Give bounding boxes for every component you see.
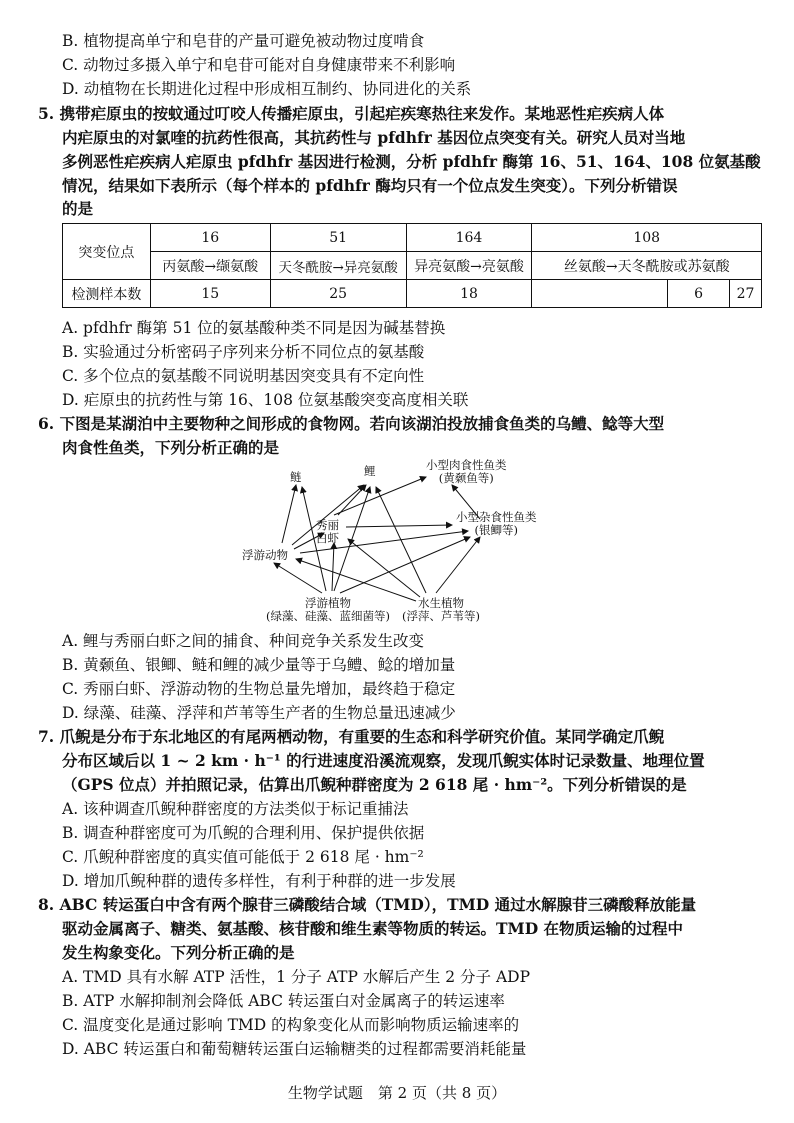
q6-option-d: D. 绿藻、硅藻、浮萍和芦苇等生产者的生物总量迅速减少: [62, 704, 456, 722]
table-cell-count-108-b: 6: [668, 280, 730, 308]
q7-stem-line-1: 7. 爪鲵是分布于东北地区的有尾两栖动物，有重要的生态和科学研究价值。某同学确定爪鲵: [38, 727, 665, 746]
q7-option-c: C. 爪鲵种群密度的真实值可能低于 2 618 尾 · hm⁻²: [62, 848, 424, 866]
arrow-phyto-to-zoo: [274, 563, 322, 593]
arrow-phyto-to-li: [334, 487, 370, 591]
q6-stem-line-2: 肉食性鱼类，下列分析正确的是: [62, 438, 280, 457]
arrow-aqua-to-zoo: [296, 559, 416, 601]
page-footer: 生物学试题 第 2 页（共 8 页）: [287, 1084, 507, 1102]
node-phytoplankton: [266, 597, 390, 623]
table-cell-change-16: 丙氨酸→缬氨酸: [150, 252, 270, 280]
q7-stem-line-3: （GPS 位点）并拍照记录，估算出爪鲵种群密度为 2 618 尾 · hm⁻²。下列分析错误的是: [62, 775, 687, 794]
q5-stem-line-1: 5. 携带疟原虫的按蚊通过叮咬人传播疟原虫，引起疟疾寒热往来发作。某地恶性疟疾病人体: [38, 104, 665, 123]
q5-option-b: B. 实验通过分析密码子序列来分析不同位点的氨基酸: [62, 343, 425, 361]
node-aquatic-plants-name: 水生植物: [417, 596, 464, 610]
node-lian: 鲢: [290, 470, 302, 484]
table-cell-site-164: 164: [406, 224, 532, 252]
node-small-omnivore-name: 小型杂食性鱼类: [456, 510, 537, 524]
table-cell-count-16: 15: [150, 280, 270, 308]
q5-option-c: C. 多个位点的氨基酸不同说明基因突变具有不定向性: [62, 367, 425, 385]
table-cell-count-164: 18: [406, 280, 532, 308]
q8-option-a: A. TMD 具有水解 ATP 活性，1 分子 ATP 水解后产生 2 分子 ADP: [62, 968, 531, 986]
q7-option-a: A. 该种调查爪鲵种群密度的方法类似于标记重捕法: [62, 800, 409, 818]
arrow-aqua-to-omni: [436, 537, 480, 593]
q6-option-a: A. 鲤与秀丽白虾之间的捕食、种间竞争关系发生改变: [62, 632, 425, 650]
arrow-aqua-to-li: [376, 487, 426, 593]
arrow-aqua-to-shrimp: [348, 539, 420, 597]
q8-stem-line-3: 发生构象变化。下列分析正确的是: [62, 943, 295, 962]
table-cell-site-16: 16: [150, 224, 270, 252]
q8-option-d: D. ABC 转运蛋白和葡萄糖转运蛋白运输糖类的过程都需要消耗能量: [62, 1040, 527, 1058]
q5-stem-line-5: 的是: [62, 199, 94, 218]
node-shrimp: [316, 519, 339, 545]
q5-option-a: A. pfdhfr 酶第 51 位的氨基酸种类不同是因为碱基替换: [62, 319, 446, 337]
node-li: 鲤: [364, 464, 376, 478]
node-aquatic-plants-examples: (浮萍、芦苇等): [402, 609, 480, 623]
q7-option-d: D. 增加爪鲵种群的遗传多样性，有利于种群的进一步发展: [62, 872, 456, 890]
node-phytoplankton-name: 浮游植物: [304, 596, 351, 610]
node-small-omnivore: [456, 511, 537, 537]
node-small-carnivore: [426, 459, 507, 485]
q8-stem-line-1: 8. ABC 转运蛋白中含有两个腺苷三磷酸结合域（TMD），TMD 通过水解腺苷三磷酸释放能量: [38, 895, 697, 914]
node-shrimp-line-2: 白虾: [316, 531, 339, 545]
q5-stem-line-4: 情况，结果如下表所示（每个样本的 pfdhfr 酶均只有一个位点发生突变）。下列分析错误: [62, 176, 678, 195]
q4-option-d: D. 动植物在长期进化过程中形成相互制约、协同进化的关系: [62, 80, 472, 98]
table-header-site: 突变位点: [63, 224, 151, 280]
q7-stem-line-2: 分布区域后以 1 ~ 2 km · h⁻¹ 的行进速度沿溪流观察，发现爪鲵实体时记录数量、地理位置: [62, 751, 705, 770]
node-small-carnivore-examples: (黄颡鱼等): [438, 471, 494, 485]
table-cell-change-51: 天冬酰胺→异亮氨酸: [270, 252, 406, 280]
node-aquatic-plants: [402, 597, 480, 623]
table-cell-site-51: 51: [270, 224, 406, 252]
table-cell-count-51: 25: [270, 280, 406, 308]
q6-option-b: B. 黄颡鱼、银鲫、鲢和鲤的减少量等于乌鳢、鲶的增加量: [62, 656, 456, 674]
q5-option-d: D. 疟原虫的抗药性与第 16、108 位氨基酸突变高度相关联: [62, 391, 469, 409]
arrow-shrimp-to-omni: [346, 525, 452, 527]
q8-option-b: B. ATP 水解抑制剂会降低 ABC 转运蛋白对金属离子的转运速率: [62, 992, 505, 1010]
q6-option-c: C. 秀丽白虾、浮游动物的生物总量先增加，最终趋于稳定: [62, 680, 456, 698]
node-small-carnivore-name: 小型肉食性鱼类: [426, 458, 507, 472]
table-header-count: 检测样本数: [63, 280, 151, 308]
table-row: [63, 280, 762, 308]
arrow-zoo-to-lian: [282, 485, 296, 543]
table-cell-change-164: 异亮氨酸→亮氨酸: [406, 252, 532, 280]
q6-stem-line-1: 6. 下图是某湖泊中主要物种之间形成的食物网。若向该湖泊投放捕食鱼类的乌鳢、鲶等大型: [38, 414, 665, 433]
q5-stem-line-2: 内疟原虫的对氯喹的抗药性很高，其抗药性与 pfdhfr 基因位点突变有关。研究人员对当地: [62, 128, 686, 147]
arrow-phyto-to-shrimp: [332, 543, 334, 591]
food-web-diagram: [230, 457, 560, 632]
q4-option-c: C. 动物过多摄入单宁和皂苷可能对自身健康带来不利影响: [62, 56, 456, 74]
q7-option-b: B. 调查种群密度可为爪鲵的合理利用、保护提供依据: [62, 824, 425, 842]
q8-stem-line-2: 驱动金属离子、糖类、氨基酸、核苷酸和维生素等物质的转运。TMD 在物质运输的过程中: [62, 919, 684, 938]
node-zooplankton: 浮游动物: [242, 548, 288, 562]
table-cell-change-108: 丝氨酸→天冬酰胺或苏氨酸: [532, 252, 762, 280]
table-cell-site-108: 108: [532, 224, 762, 252]
q8-option-c: C. 温度变化是通过影响 TMD 的构象变化从而影响物质运输速率的: [62, 1016, 520, 1034]
table-row: [63, 224, 762, 252]
table-row: [63, 252, 762, 280]
table-cell-count-108-a: [532, 280, 668, 308]
node-shrimp-line-1: 秀丽: [316, 518, 339, 532]
q5-stem-line-3: 多例恶性疟疾病人疟原虫 pfdhfr 基因进行检测，分析 pfdhfr 酶第 16、51、164、108 位氨基酸: [62, 152, 761, 171]
q4-option-b: B. 植物提高单宁和皂苷的产量可避免被动物过度啃食: [62, 32, 425, 50]
node-phytoplankton-examples: (绿藻、硅藻、蓝细菌等): [266, 609, 390, 623]
table-cell-count-108-c: 27: [729, 280, 761, 308]
mutation-table: [62, 223, 762, 308]
node-small-omnivore-examples: (银鲫等): [474, 523, 518, 537]
